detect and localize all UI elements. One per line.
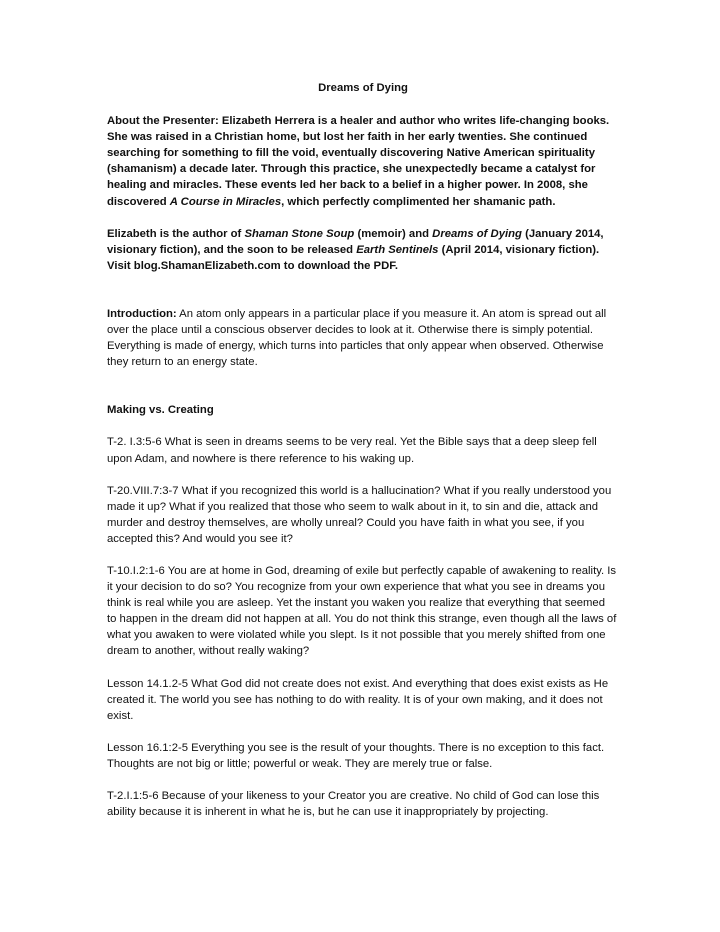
spacer: [107, 547, 617, 563]
author-text-2: (memoir) and: [354, 227, 433, 240]
introduction-label: Introduction:: [107, 307, 177, 320]
quote-paragraph: T-10.I.2:1-6 You are at home in God, dreaming of exile but perfectly capable of awakening to reality. Is it your decision to do so? You recognize from your own experience that what you see in dreams you think is real while you are asleep. Yet the instant you waken you realize that everything that seemed to happen in the dream did not happen at all. You do not think this strange, even though all the laws of what you awaken to were violated while you slept. Is it not possible that you merely shifted from one dream to another, without really waking?: [107, 564, 617, 658]
about-book-title: A Course in Miracles: [169, 195, 282, 208]
author-books-paragraph: [107, 226, 617, 274]
spacer: [107, 467, 617, 483]
quote-paragraph: T-2. I.3:5-6 What is seen in dreams seems to be very real. Yet the Bible says that a deep sleep fell upon Adam, and nowhere is there reference to his waking up.: [107, 436, 597, 465]
spacer: [107, 210, 617, 226]
quote-paragraph: T-20.VIII.7:3-7 What if you recognized this world is a hallucination? What if you really understood you made it up? What if you realized that those who seem to walk about in it, to sin and die, attack and murder and destroy themselves, are wholly unreal? Could you have faith in what you see, if you accepted this? And would you see it?: [107, 484, 612, 545]
section-heading: Making vs. Creating: [107, 404, 214, 417]
quote-paragraph: T-2.I.1:5-6 Because of your likeness to your Creator you are creative. No child of God can lose this ability because it is inherent in what he is, but he can use it inappropriately by projecting.: [107, 790, 600, 819]
spacer: [107, 274, 617, 306]
document-title: Dreams of Dying: [318, 82, 408, 94]
spacer: [107, 96, 617, 113]
author-book-1: Shaman Stone Soup: [244, 227, 355, 240]
author-book-3: Earth Sentinels: [356, 243, 439, 256]
about-presenter-paragraph: [107, 113, 617, 210]
spacer: [107, 370, 617, 402]
spacer: [107, 772, 617, 788]
introduction-paragraph: [107, 306, 617, 370]
about-tail-text: , which perfectly complimented her shamanic path.: [281, 195, 556, 208]
introduction-text: An atom only appears in a particular place if you measure it. An atom is spread out all over the place until a conscious observer decides to look at it. Otherwise there is simply potential. Everything is made of energy, which turns into particles that only appear when observed. Otherwise they return to an energy state.: [107, 307, 607, 369]
author-book-2: Dreams of Dying: [432, 227, 522, 240]
author-text-4: (April 2014, visionary fiction). Visit blog.ShamanElizabeth.com to download the PDF.: [107, 243, 600, 272]
document-page: [107, 80, 617, 820]
author-text-1: Elizabeth is the author of: [107, 227, 245, 240]
spacer: [107, 724, 617, 740]
spacer: [107, 660, 617, 676]
quote-paragraph: Lesson 16.1:2-5 Everything you see is the result of your thoughts. There is no exception to this fact. Thoughts are not big or little; powerful or weak. They are merely true or false.: [107, 741, 605, 770]
about-lead-text: About the Presenter: Elizabeth Herrera is a healer and author who writes life-changing books. She was raised in a Christian home, but lost her faith in her early twenties. She continued searching for something to fill the void, eventually discovering Native American spirituality (shamanism) a decade later. Through this practice, she unexpectedly became a catalyst for healing and miracles. These events led her back to a belief in a higher power. In 2008, she discovered: [107, 115, 610, 208]
quote-paragraph: Lesson 14.1.2-5 What God did not create does not exist. And everything that does exist exists as He created it. The world you see has nothing to do with reality. It is of your own making, and it does not exist.: [107, 677, 609, 722]
author-text-3: (January 2014, visionary fiction), and the soon to be released: [107, 227, 604, 256]
spacer: [107, 418, 617, 434]
